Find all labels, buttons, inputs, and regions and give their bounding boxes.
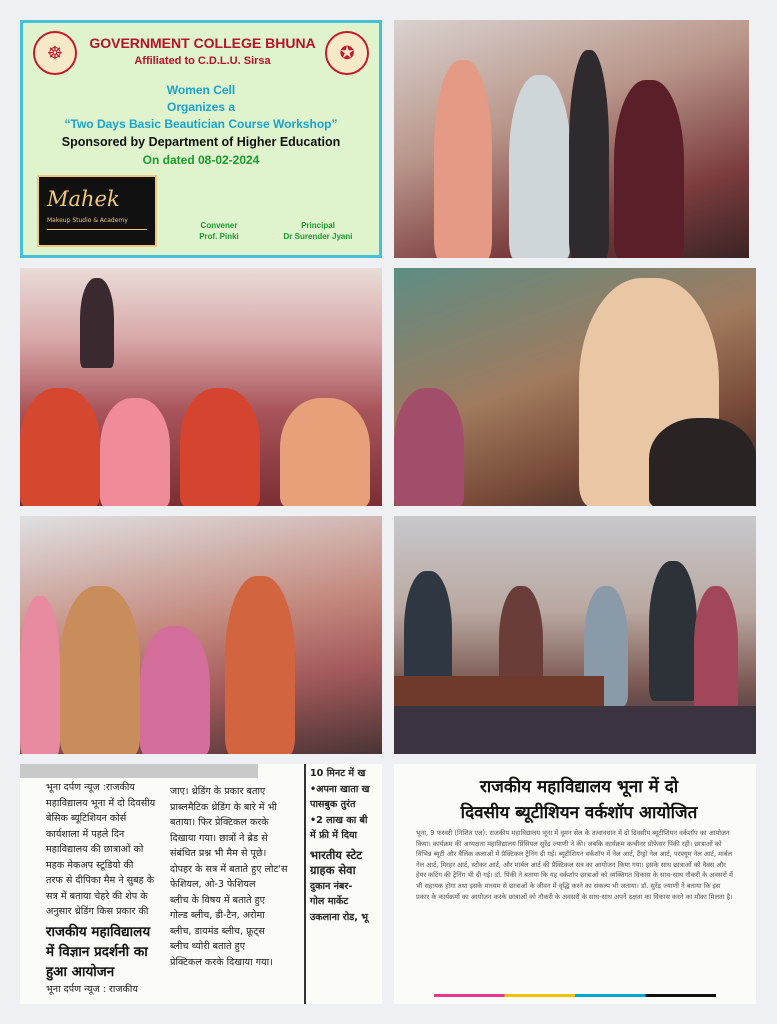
- event-date: On dated 08-02-2024: [142, 153, 260, 167]
- news-headline: राजकीय महाविद्यालय: [46, 923, 151, 940]
- haryana-emblem-icon: ☸: [33, 31, 77, 75]
- news-right-headline: राजकीय महाविद्यालय भूना में दो दिवसीय ब्यूटीशियन वर्कशॉप आयोजित: [460, 777, 698, 823]
- principal-label: Principal: [301, 221, 335, 230]
- newspaper-clipping-right: [394, 764, 756, 1004]
- newspaper-clipping-left: [20, 764, 382, 1004]
- photo-group-welcome: [394, 20, 749, 258]
- workshop-title: “Two Days Basic Beautician Course Workshop”: [64, 117, 338, 131]
- college-name: GOVERNMENT COLLEGE BHUNA: [89, 35, 316, 51]
- news-advert: 10 मिनट में ख •अपना खाता ख पासबुक तुरंत •2 लाख का बी में फ्री में दिया भारतीय स्टेट ग्राहक सेवा दुकान नंबर- गोल मार्केट उकलाना रोड, भू: [310, 768, 370, 923]
- news-byline: भूना दर्पण न्यूज : राजकीय: [46, 983, 138, 995]
- news-right-body: भूना, 9 फरवरी (निशित एल): राजकीय महाविद्यालय भूना में वूमन सेल के तत्वावधान में दो दिवसीय ब्यूटीशियन वर्कशॉप का आयोजन किया। कार्यक्रम की अध्यक्षता महाविद्यालय प्रिंसिपल सुरेंद्र ज्याणी ने की। जबकि कार्यक्रम कन्वीनर प्रोफेसर पिंकी रही। छात्राओं को विभिन्न ब्यूटी और वैलिंक कलाओं में प्रैक्टिकल ट्रेनिंग दी गई। ब्यूटीशियन वर्कशॉप में नेल आर्ट, टैंग्ड्रो नेल आर्ट, परफ्यूम नेल आर्ट, मार्बल नेल आर्ट, मिरहर आर्ट, स्टोकर आर्ट, और मार्बल आर्ट की प्रैक्टिकल सत्र का आयोजन किया गया। इसके साथ छात्राओं को वैक्स और हेयर कटिंग की ट्रेनिंग भी दी गई। डॉ. पिंकी ने बताया कि यह वर्कशॉप छात्राओं को व्यक्तिगत विकास के साथ-साथ नौकरी के अवसरों में भी सहायक होगा तथा इसके माध्यम से छात्राओं के जीवन में वृद्धि करने का संकल्प भी जताया। डॉ. सुरेंद्र ज्याणी ने बताया कि इस प्रकार के कार्यक्रमों का आयोजन करके छात्राओं को नौकरी के अवसरों के साथ-साथ अपने दक्षता का विकास करने का मौका मिलता है।: [416, 829, 733, 901]
- photo-classroom-session: [20, 268, 382, 506]
- convener-label: Convener: [200, 221, 238, 230]
- news-col2: जाए। थ्रेडिंग के प्रकार बताए प्राब्लमैटिक थ्रेडिंग के बारे में भी बताया। फिर प्रेक्टिकल करके दिखाया गया। छात्रों ने ब्रेड से संबंधित प्रश्न भी मैम से पूछे। दोपहर के सत्र में बताते हुए लोट'स फेशियल, ओ-3 फेशियल ब्लीच के विषय में बताते हुए गोल्ड ब्लीच, डी-टैन, अरोमा ब्लीच, डायमंड ब्लीच, फ्रूट्स ब्लीच थ्योरी बताते हुए प्रेक्टिकल करके दिखाया गया।: [170, 786, 288, 968]
- photo-practical-demo: [394, 268, 756, 506]
- photo-makeup-training: [20, 516, 382, 754]
- mahek-logo: Mahek Makeup Studio & Academy: [37, 175, 157, 247]
- college-seal-icon: ✪: [325, 31, 369, 75]
- affiliation: Affiliated to C.D.L.U. Sirsa: [134, 55, 271, 67]
- convener-name: Prof. Pinki: [199, 232, 239, 241]
- organizes: Organizes a: [166, 100, 236, 114]
- sponsor-line: Sponsored by Department of Higher Education: [61, 135, 341, 149]
- women-cell: Women Cell: [166, 83, 236, 97]
- workshop-poster: [20, 20, 382, 258]
- photo-closing-ceremony: [394, 516, 756, 754]
- principal-name: Dr Surender Jyani: [283, 232, 353, 241]
- news-col1: भूना दर्पण न्यूज :राजकीय महाविद्यालय भूना में दो दिवसीय बेसिक ब्यूटिशियन कोर्स कार्यशाला में पहले दिन महाविद्यालय की छात्राओं को महक मेकअप स्टूडियो की तरफ से दीपिका मैम ने सुबह के सत्र में बताया चेहरे की शेप के अनुसार थ्रेडिंग किस प्रकार की राजकीय महाविद्यालय में विज्ञान प्रदर्शनी का हुआ आयोजन भूना दर्पण न्यूज : राजकीय: [46, 780, 166, 997]
